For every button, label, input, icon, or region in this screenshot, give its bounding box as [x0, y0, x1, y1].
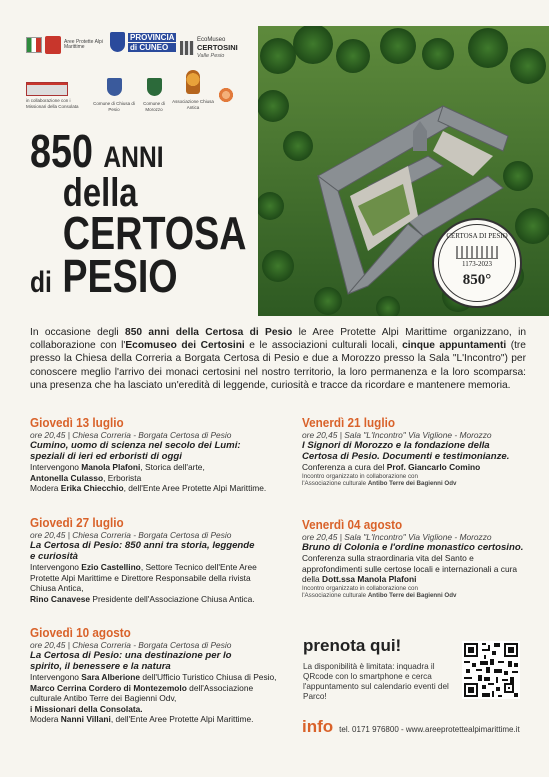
logo-comune-morozzo: [134, 78, 174, 112]
intro-text-4: (tre presso la Chiesa della Correria a Borgata Certosa di Pesio e due a Morozzo presso la Sala "L'Incontro") per conoscere meglio l'arrivo dei monaci certosini nel nostro territorio, la loro permanenza e la loro scomparsa: una presenza che ha lasciato un'eredità di leggende, curiosità e tracce da ricordare e mantenere memoria.: [30, 340, 526, 391]
intro-paragraph: [30, 326, 526, 392]
event-note: Incontro organizzato in collaborazione con l'Associazione culturale Antibo Terre dei Bagienni Odv: [302, 584, 457, 600]
intro-text-2: le Aree Protette Alpi Marittime organizzano, in collaborazione con l': [30, 327, 526, 352]
event-day: Giovedì 27 luglio: [30, 515, 124, 530]
ecomuseo-line-2: CERTOSINI: [197, 43, 238, 52]
event-04-agosto: [302, 517, 524, 599]
flower-logo-icon: [217, 86, 235, 104]
logo-provincia-cuneo: [110, 32, 176, 52]
event-speakers: Intervengono Sara Alberione dell'Ufficio Turistico Chiusa di Pesio, Marco Cerrina Cordero di Montezemolo dell'Associazione culturale Antibo Terre dei Bagienni Odv,: [30, 672, 277, 704]
shield-icon: [147, 78, 162, 96]
logo-comune-chiusa: [92, 78, 136, 112]
ecomuseo-line-3: Valle Pesio: [197, 53, 225, 59]
anniversary-seal: [432, 218, 522, 308]
title-anni: ANNI: [103, 141, 164, 174]
bell-emblem-icon: [186, 70, 200, 94]
logo-alpi-text: Aree Protette Alpi Marittime: [64, 38, 103, 50]
event-moderator: Modera Nanni Villani, dell'Ente Aree Protette Alpi Marittime.: [30, 714, 254, 725]
event-day: Venerdì 04 agosto: [302, 517, 403, 532]
event-meta: ore 20,45 | Chiesa Correria - Borgata Certosa di Pesio: [30, 640, 232, 650]
assoc-text: Associazione Chiusa Antica: [172, 99, 214, 110]
event-day: Giovedì 13 luglio: [30, 415, 124, 430]
logo-ecomuseo: [180, 36, 238, 60]
grid-logo-icon: [180, 41, 194, 55]
event-13-luglio: [30, 415, 275, 494]
intro-bold-3: cinque appuntamenti: [402, 340, 507, 352]
event-27-luglio: [30, 515, 262, 604]
crest-icon: [110, 32, 125, 52]
title-certosa: CERTOSA: [62, 206, 247, 259]
event-day: Venerdì 21 luglio: [302, 415, 395, 430]
collab-text: in collaborazione con i Missionari della Consolata: [26, 98, 79, 109]
provincia-label-2: di CUNEO: [128, 43, 176, 52]
main-title: [30, 125, 260, 303]
intro-text-1: In occasione degli: [30, 327, 126, 338]
title-di: di: [30, 266, 52, 300]
event-10-agosto: [30, 625, 285, 724]
event-21-luglio: [302, 415, 524, 488]
title-pesio: PESIO: [62, 250, 178, 303]
ecomuseo-line-1: EcoMuseo: [197, 37, 226, 43]
title-della: della: [62, 170, 138, 215]
seal-years: 1173-2023: [461, 260, 493, 268]
event-title: La Certosa di Pesio: 850 anni tra storia, leggende e curiosità: [30, 540, 255, 563]
event-title: I Signori di Morozzo e la fondazione della Certosa di Pesio. Documenti e testimonianze.: [302, 440, 510, 463]
event-speakers: Intervengono Ezio Castellino, Settore Tecnico dell'Ente Aree Protette Alpi Marittime e Direttore Responsabile della rivista Chiusa Antica,: [30, 562, 257, 594]
event-speakers-3: i Missionari della Consolata.: [30, 703, 143, 714]
intro-bold-1: 850 anni della Certosa di Pesio: [125, 327, 293, 338]
intro-bold-2: Ecomuseo dei Certosini: [125, 340, 245, 352]
prenota-text: La disponibilità è limitata: inquadra il QRcode con lo smartphone e cerca l'appuntamento sul calendario eventi del Parco!: [303, 662, 449, 701]
seal-building-icon: [456, 246, 498, 259]
event-speakers: Conferenza a cura del Prof. Giancarlo Comino: [302, 462, 481, 473]
event-speakers-2: Antonella Culasso, Erborista: [30, 472, 142, 483]
info-label: info: [302, 717, 334, 736]
event-title: Bruno di Colonia e l'ordine monastico certosino.: [302, 542, 524, 554]
event-speakers: Conferenza sulla straordinaria vita del Santo e approfondimenti sulle certose locali e internazionali a cura della Dott.ssa Manola Plafoni: [302, 553, 518, 585]
seal-top-text: CERTOSA DI PESIO: [446, 232, 508, 240]
morozzo-text: Comune di Morozzo: [143, 101, 165, 112]
chiusa-text: Comune di Chiusa di Pesio: [93, 101, 135, 112]
event-title: La Certosa di Pesio: una destinazione per lo spirito, il benessere e la natura: [30, 650, 232, 673]
event-note: Incontro organizzato in collaborazione con l'Associazione culturale Antibo Terre dei Bagienni Odv: [302, 472, 457, 488]
logo-aree-protette: [26, 36, 108, 54]
church-icon: [26, 82, 68, 96]
qr-code[interactable]: [462, 641, 520, 699]
event-day: Giovedì 10 agosto: [30, 625, 131, 640]
event-speakers-2: Rino Canavese Presidente dell'Associazione Chiusa Antica.: [30, 593, 255, 604]
logo-missionari: [26, 82, 84, 109]
event-moderator: Modera Erika Chiecchio, dell'Ente Aree Protette Alpi Marittime.: [30, 483, 267, 494]
info-bar: [302, 717, 520, 737]
event-meta: ore 20,45 | Sala "L'Incontro" Via Viglione - Morozzo: [302, 532, 492, 542]
title-850: 850: [30, 125, 93, 177]
tricolor-flag-icon: [26, 37, 42, 53]
seal-number: 850°: [462, 272, 492, 288]
logo-chiusa-antica: [170, 70, 216, 110]
qr-code-icon: [462, 641, 520, 699]
red-logo-icon: [45, 36, 61, 54]
event-title: Cumino, uomo di scienza nel secolo dei Lumi: speziali di ieri ed erboristi di oggi: [30, 440, 241, 463]
shield-icon: [107, 78, 122, 96]
event-meta: ore 20,45 | Chiesa Correria - Borgata Certosa di Pesio: [30, 430, 232, 440]
intro-text-3: e le associazioni culturali locali,: [244, 340, 403, 352]
info-contact[interactable]: tel. 0171 976800 - www.areeprotettealpimarittime.it: [339, 725, 520, 734]
prenota-heading: prenota qui!: [303, 636, 402, 655]
event-meta: ore 20,45 | Sala "L'Incontro" Via Viglione - Morozzo: [302, 430, 492, 440]
provincia-label-1: PROVINCIA: [130, 32, 175, 42]
event-meta: ore 20,45 | Chiesa Correria - Borgata Certosa di Pesio: [30, 530, 232, 540]
event-speakers: Intervengono Manola Plafoni, Storica dell'arte,: [30, 462, 205, 473]
